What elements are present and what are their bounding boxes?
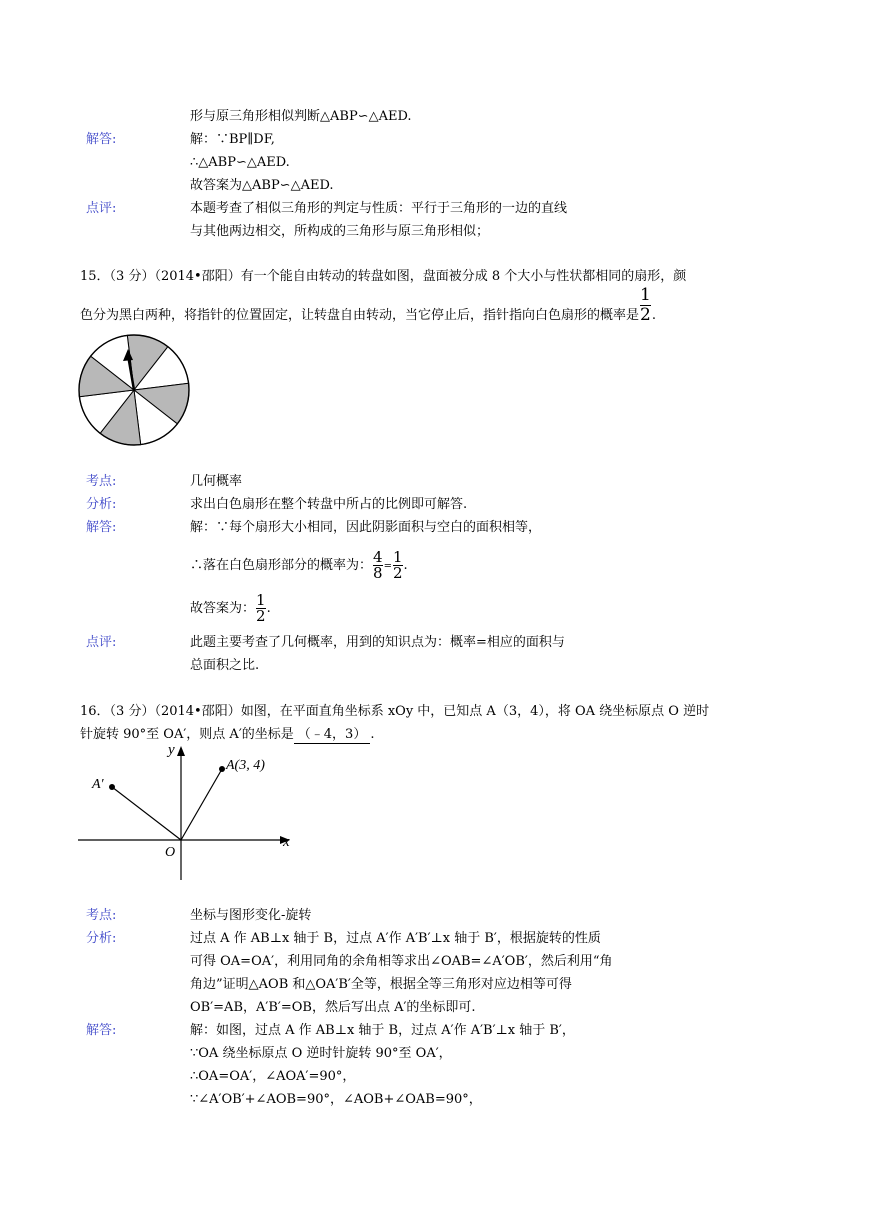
q15-solution-text: ∴落在白色扇形部分的概率为： (190, 558, 373, 573)
q16-analysis-line-3: 角边”证明△AOB 和△OA′B′全等，根据全等三角形对应边相等可得 (190, 977, 572, 992)
q15-kaodian: 几何概率 (190, 474, 243, 489)
coordinate-figure (76, 742, 296, 882)
fraction-one-half (393, 550, 403, 581)
denominator: 8 (373, 564, 383, 582)
q16-stem-line-1: 16．（3 分）（2014•邵阳）如图，在平面直角坐标系 xOy 中，已知点 A（3，4），将 OA 绕坐标原点 O 逆时 (80, 704, 710, 719)
q15-solution-line-1: 解：∵每个扇形大小相同，因此阴影面积与空白的面积相等， (190, 520, 542, 535)
q16-solution-line-2: ∵OA 绕坐标原点 O 逆时针旋转 90°至 OA′， (190, 1046, 452, 1061)
answer-label: 解答: (86, 132, 117, 147)
q16-kaodian-label: 考点: (86, 908, 117, 923)
q15-answer-numerator: 1 (640, 285, 651, 305)
q15-stem-text: 色分为黑白两种，将指针的位置固定，让转盘自由转动，当它停止后，指针指向白色扇形的概率是 (80, 308, 640, 323)
spinner-figure (76, 333, 196, 453)
q16-analysis-line-2: 可得 OA=OA′，利用同角的余角相等求出∠OAB=∠A′OB′，然后利用“角 (190, 954, 613, 969)
q16-analysis-line-4: OB′=AB，A′B′=OB，然后写出点 A′的坐标即可. (190, 1000, 476, 1015)
q15-stem-line-1: 15．（3 分）（2014•邵阳）有一个能自由转动的转盘如图，盘面被分成 8 个大小与性状都相同的扇形，颜 (80, 269, 687, 284)
numerator: 1 (256, 591, 266, 609)
period: . (266, 601, 271, 616)
label-A: A(3, 4) (226, 758, 265, 773)
q15-jieda-label: 解答: (86, 520, 117, 535)
q15-answer-fraction (640, 286, 651, 325)
q16-answer-blank: （﹣4，3） (294, 726, 371, 744)
prev-comment-line-2: 与其他两边相交，所构成的三角形与原三角形相似； (190, 224, 490, 239)
q15-dianping-label: 点评: (86, 635, 117, 650)
q15-answer-denominator: 2 (640, 305, 651, 325)
q16-stem-period: . (370, 727, 375, 742)
q16-kaodian: 坐标与图形变化-旋转 (190, 908, 312, 923)
q15-solution-line-3 (190, 591, 271, 627)
label-A-prime: A′ (92, 777, 104, 792)
denominator: 2 (392, 564, 403, 582)
fraction-one-half (256, 593, 266, 624)
prev-answer-line-2: ∴△ABP∽△AED. (190, 155, 290, 170)
equals-sign: = (383, 561, 392, 572)
label-x: x (283, 834, 290, 850)
q15-comment-line-2: 总面积之比. (190, 658, 260, 673)
q15-stem-period: . (651, 308, 656, 323)
q15-answer-text: 故答案为： (190, 601, 256, 616)
label-O: O (165, 845, 176, 860)
q15-fenxi-label: 分析: (86, 497, 117, 512)
q15-kaodian-label: 考点: (86, 474, 117, 489)
label-y: y (168, 742, 175, 758)
q15-fenxi: 求出白色扇形在整个转盘中所占的比例即可解答. (190, 497, 468, 512)
segment-OA (181, 769, 222, 840)
point-A-prime (109, 784, 115, 790)
fraction-four-eighths (373, 550, 383, 581)
period: . (403, 558, 408, 573)
numerator: 1 (392, 548, 403, 566)
prev-continuation-line: 形与原三角形相似判断△ABP∽△AED. (190, 109, 412, 124)
q16-jieda-label: 解答: (86, 1023, 117, 1038)
q15-stem-line-2 (80, 285, 656, 325)
comment-label: 点评: (86, 201, 117, 216)
q16-analysis-line-1: 过点 A 作 AB⊥x 轴于 B，过点 A′作 A′B′⊥x 轴于 B′，根据旋转的性质 (190, 931, 601, 946)
prev-comment-line-1: 本题考查了相似三角形的判定与性质：平行于三角形的一边的直线 (190, 201, 568, 216)
q16-solution-line-1: 解：如图，过点 A 作 AB⊥x 轴于 B，过点 A′作 A′B′⊥x 轴于 B′， (190, 1023, 575, 1038)
q16-fenxi-label: 分析: (86, 931, 117, 946)
point-A (219, 766, 225, 772)
prev-answer-line-3: 故答案为△ABP∽△AED. (190, 178, 334, 193)
q15-comment-line-1: 此题主要考查了几何概率，用到的知识点为：概率=相应的面积与 (190, 635, 565, 650)
denominator: 2 (256, 607, 266, 625)
q16-solution-line-4: ∵∠A′OB′+∠AOB=90°，∠AOB+∠OAB=90°， (190, 1092, 482, 1107)
y-axis-arrow (177, 746, 185, 756)
q15-solution-line-2 (190, 548, 408, 585)
segment-OA-prime (112, 787, 181, 840)
q16-solution-line-3: ∴OA=OA′，∠AOA′=90°， (190, 1069, 356, 1084)
q16-stem-text: 针旋转 90°至 OA′，则点 A′的坐标是 (80, 727, 294, 742)
numerator: 4 (373, 548, 383, 566)
prev-answer-line-1: 解：∵BP∥DF, (190, 132, 275, 147)
